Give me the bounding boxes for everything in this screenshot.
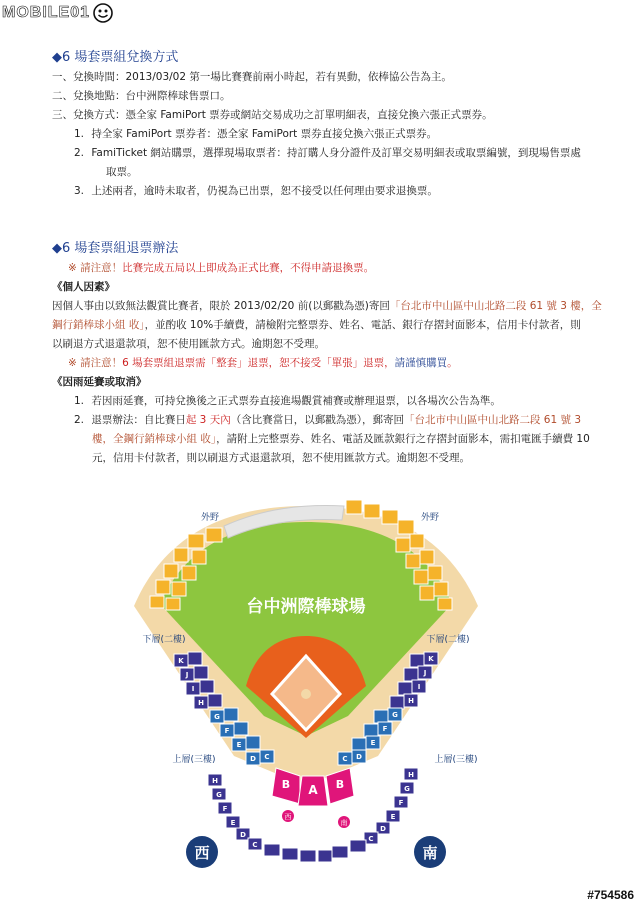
svg-text:南: 南 xyxy=(422,844,438,862)
lower-right-block-G: G xyxy=(392,711,398,719)
upper-left-block-G: G xyxy=(216,791,222,799)
upper-left-block-C: C xyxy=(252,841,258,849)
notice-formal-game: ※ 請注意！比賽完成五局以上即成為正式比賽，不得申請退換票。 xyxy=(68,262,375,274)
lower-right-block-C: C xyxy=(342,755,348,763)
svg-text:西: 西 xyxy=(194,844,210,862)
lower-label-left: 下層(二樓) xyxy=(142,635,186,645)
lower-label-right: 下層(二樓) xyxy=(426,635,470,645)
upper-label-right: 上層(三樓) xyxy=(434,755,478,765)
exchange-location: 二、兌換地點：台中洲際棒球售票口。 xyxy=(52,90,231,102)
lower-left-block-J: J xyxy=(185,671,189,679)
lower-left-block-E: E xyxy=(236,741,242,749)
outfield-label-right: 外野 xyxy=(420,513,440,523)
outfield-label-left: 外野 xyxy=(200,513,220,523)
upper-label-left: 上層(三樓) xyxy=(172,755,216,765)
exchange-method: 三、兌換方式：憑全家 FamiPort 票券或網站交易成功之訂單明細表，直接兌換六張正式票券。 xyxy=(52,109,493,121)
lower-left-block-C: C xyxy=(264,753,270,761)
zone-b-right-label: B xyxy=(335,778,345,791)
svg-text:西: 西 xyxy=(284,813,292,821)
upper-left-block-H: H xyxy=(212,777,218,785)
rain-item-2-line-3: 元，信用卡付款者，則以刷退方式退還款項，恕不使用匯款方式。逾期恕不受理。 xyxy=(92,452,470,464)
lower-left-block-G: G xyxy=(214,713,220,721)
zone-b-left-label: B xyxy=(281,778,291,791)
section-title-refund: ◆6 場套票組退票辦法 xyxy=(52,241,179,256)
upper-left-block-D: D xyxy=(240,831,246,839)
upper-right-block-H: H xyxy=(408,771,414,779)
method-item-3: 3. 上述兩者，逾時未取者，仍視為已出票，恕不接受以任何理由要求退換票。 xyxy=(74,185,438,197)
zone-a-label: A xyxy=(308,783,318,797)
section-title-exchange: ◆6 場套票組兌換方式 xyxy=(52,50,179,65)
svg-text:南: 南 xyxy=(340,819,348,827)
rain-item-1: 1. 若因雨延賽，可持兌換後之正式票券直接進場觀賞補賽或辦理退票，以各場次公告為準。 xyxy=(74,395,501,407)
lower-right-block-D: D xyxy=(356,753,362,761)
logo-text: MOBILE01 xyxy=(2,4,91,21)
lower-right-block-I: I xyxy=(417,683,421,691)
lower-right-block-F: F xyxy=(382,725,388,733)
rain-item-2-line-2: 樓，全鋼行銷棒球小組 收」，請附上完整票券、姓名、電話及匯款銀行之存摺封面影本，需扣電匯手續費 10 xyxy=(92,433,590,445)
upper-left-block-F: F xyxy=(222,805,228,813)
lower-left-block-F: F xyxy=(224,727,230,735)
method-item-2: 2. FamiTicket 網站購票，選擇現場取票者：持訂購人身分證件及訂單交易明細表或取票編號，到現場售票處 xyxy=(74,147,581,159)
personal-line-2: 鋼行銷棒球小組 收」，並酌收 10%手續費，請檢附完整票券、姓名、電話、銀行存摺封面影本，信用卡付款者，則 xyxy=(52,319,581,331)
site-logo[interactable] xyxy=(2,2,114,24)
method-item-2-cont: 取票。 xyxy=(106,166,138,178)
exchange-time: 一、兌換時間：2013/03/02 第一場比賽賽前兩小時起，若有異動，依棒協公告為主。 xyxy=(52,71,452,83)
watermark-id: #754586 xyxy=(587,888,634,902)
lower-left-block-K: K xyxy=(178,657,184,665)
upper-right-block-F: F xyxy=(398,799,404,807)
upper-right-block-E: E xyxy=(390,813,396,821)
personal-line-3: 以刷退方式退還款項，恕不使用匯款方式。逾期恕不受理。 xyxy=(52,338,325,350)
rain-item-2: 2. 退票辦法：自比賽日起 3 天內（含比賽當日，以郵戳為憑），郵寄回「台北市中山區中山北路二段 61 號 3 xyxy=(74,414,582,426)
personal-heading: 《個人因素》 xyxy=(52,281,115,293)
lower-right-block-H: H xyxy=(408,697,414,705)
stadium-seating-map xyxy=(114,486,498,874)
lower-right-block-J: J xyxy=(423,669,427,677)
lower-left-block-I: I xyxy=(191,685,195,693)
lower-right-block-E: E xyxy=(370,739,376,747)
upper-left-block-E: E xyxy=(230,819,236,827)
lower-left-block-D: D xyxy=(250,755,256,763)
method-item-1: 1. 持全家 FamiPort 票券者：憑全家 FamiPort 票券直接兌換六張正式票券。 xyxy=(74,128,438,140)
upper-right-block-C: C xyxy=(368,835,374,843)
smiley-icon xyxy=(92,2,114,24)
document-body xyxy=(52,48,602,468)
notice-full-set: ※ 請注意！6 場套票組退票需「整套」退票，恕不接受「單張」退票，請謹慎購買。 xyxy=(68,357,458,369)
lower-left-block-H: H xyxy=(198,699,204,707)
upper-right-block-D: D xyxy=(380,825,386,833)
lower-right-block-K: K xyxy=(428,655,434,663)
personal-line-1: 因個人事由以致無法觀賞比賽者，限於 2013/02/20 前(以郵戳為憑)寄回「台北市中山區中山北路二段 61 號 3 樓，全 xyxy=(52,300,602,312)
stadium-name: 台中洲際棒球場 xyxy=(246,597,366,617)
rain-heading: 《因雨延賽或取消》 xyxy=(52,376,147,388)
upper-right-block-G: G xyxy=(404,785,410,793)
